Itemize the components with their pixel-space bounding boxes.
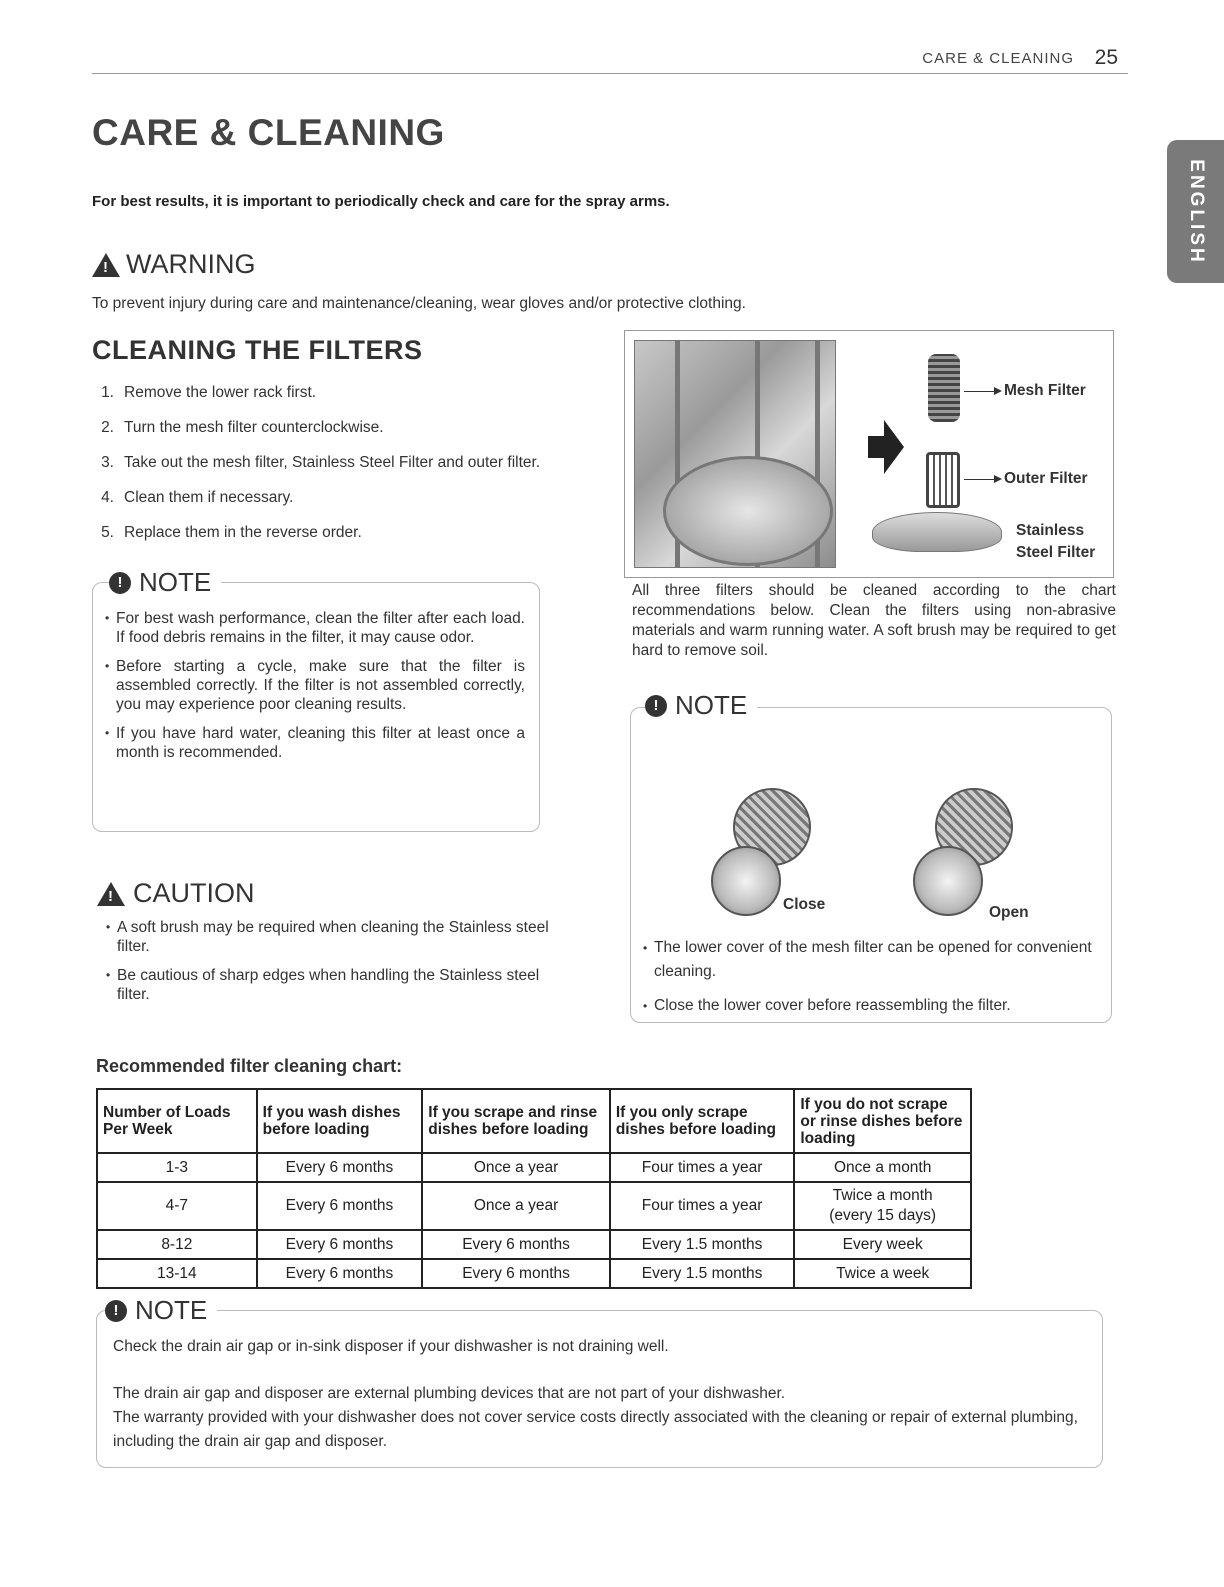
step-item	[100, 384, 600, 419]
steel-filter-label: Stainless Steel Filter	[1016, 522, 1096, 561]
table-row	[97, 1182, 971, 1230]
mesh-cover-note-box	[630, 690, 1112, 1023]
note-title: NOTE	[135, 1295, 208, 1325]
table-cell: Every week	[794, 1230, 971, 1259]
step-number: 1.	[101, 384, 114, 401]
steel-filter-image	[872, 512, 1002, 552]
cleaning-steps-list	[100, 384, 600, 559]
caution-title: CAUTION	[133, 878, 255, 908]
table-cell: Every 6 months	[422, 1230, 610, 1259]
open-label: Open	[989, 904, 1029, 921]
table-row	[97, 1230, 971, 1259]
info-icon: !	[645, 695, 667, 717]
caution-item: • Be cautious of sharp edges when handling the Stainless steel filter.	[106, 966, 568, 1004]
table-cell: 4-7	[97, 1182, 257, 1230]
page-title: CARE & CLEANING	[92, 112, 445, 153]
table-header-row	[97, 1089, 971, 1153]
step-item	[100, 489, 600, 524]
caution-list	[106, 918, 568, 1014]
caution-icon	[97, 882, 125, 906]
table-cell: Every 6 months	[257, 1259, 423, 1288]
mesh-filter-image	[928, 354, 960, 422]
note-title: NOTE	[675, 690, 748, 720]
table-cell: Once a month	[794, 1153, 971, 1182]
table-header: If you wash dishes before loading	[257, 1089, 423, 1153]
table-row	[97, 1259, 971, 1288]
outer-filter-label: Outer Filter	[964, 468, 1088, 490]
note-heading	[105, 1295, 217, 1326]
note-title: NOTE	[139, 567, 212, 597]
note-paragraph: The warranty provided with your dishwasher does not cover service costs directly associated with the cleaning or repair of external plumbing, including the drain air gap and disposer.	[113, 1409, 1078, 1450]
filter-caption: All three filters should be cleaned according to the chart recommendations below. Clean the filters using non-abrasive materials and warm running water. A soft brush may be required to get hard to remove soil.	[632, 582, 1116, 659]
note-list	[643, 936, 1103, 1028]
step-number: 2.	[101, 419, 114, 436]
mesh-filter-label: Mesh Filter	[964, 380, 1086, 402]
note-paragraph: Check the drain air gap or in-sink disposer if your dishwasher is not draining well.	[113, 1338, 669, 1355]
note-heading	[109, 567, 221, 598]
table-cell: 1-3	[97, 1153, 257, 1182]
table-header: If you scrape and rinse dishes before loading	[422, 1089, 610, 1153]
header-divider	[92, 73, 1128, 74]
table-header: If you do not scrape or rinse dishes before loading	[794, 1089, 971, 1153]
table-cell: Every 6 months	[422, 1259, 610, 1288]
step-text: Turn the mesh filter counterclockwise.	[124, 419, 384, 436]
warning-icon	[92, 253, 120, 277]
note-item: • Before starting a cycle, make sure that the filter is assembled correctly. If the filter is not assembled correctly, you may experience poor cleaning results.	[105, 657, 525, 714]
caution-heading	[97, 878, 255, 909]
info-icon: !	[109, 572, 131, 594]
step-item	[100, 419, 600, 454]
mesh-filter-open-image	[913, 788, 1023, 918]
warning-heading	[92, 249, 256, 280]
dishwasher-tub-photo	[634, 340, 836, 568]
language-tab-label: ENGLISH	[1185, 158, 1207, 265]
info-icon: !	[105, 1300, 127, 1322]
table-cell: Four times a year	[610, 1153, 795, 1182]
note-list	[105, 609, 525, 772]
table-cell: Once a year	[422, 1182, 610, 1230]
language-tab	[1167, 140, 1224, 283]
chart-title: Recommended filter cleaning chart:	[96, 1056, 403, 1076]
table-cell: 8-12	[97, 1230, 257, 1259]
drain-note-box	[96, 1295, 1103, 1468]
intro-text: For best results, it is important to periodically check and care for the spray arms.	[92, 193, 670, 210]
note-item: • Close the lower cover before reassembling the filter.	[643, 994, 1103, 1018]
table-cell	[794, 1182, 971, 1230]
table-cell: Twice a week	[794, 1259, 971, 1288]
note-item: • If you have hard water, cleaning this filter at least once a month is recommended.	[105, 724, 525, 762]
step-text: Clean them if necessary.	[124, 489, 294, 506]
page-number: 25	[1094, 46, 1118, 69]
table-cell: Once a year	[422, 1153, 610, 1182]
close-label: Close	[783, 896, 826, 913]
step-item	[100, 454, 600, 489]
note-paragraph: The drain air gap and disposer are external plumbing devices that are not part of your dishwasher.	[113, 1385, 786, 1402]
table-cell: Every 1.5 months	[610, 1259, 795, 1288]
warning-text: To prevent injury during care and maintenance/cleaning, wear gloves and/or protective clothing.	[92, 295, 746, 312]
filter-note-box	[92, 567, 540, 832]
cleaning-filters-title: CLEANING THE FILTERS	[92, 335, 423, 365]
table-row	[97, 1153, 971, 1182]
table-cell: Four times a year	[610, 1182, 795, 1230]
arrow-right-icon	[868, 420, 904, 474]
step-number: 3.	[101, 454, 114, 471]
table-header: Number of Loads Per Week	[97, 1089, 257, 1153]
note-item: • For best wash performance, clean the filter after each load. If food debris remains in the filter, it may cause odor.	[105, 609, 525, 647]
step-item	[100, 524, 600, 559]
warning-title: WARNING	[126, 249, 256, 279]
step-number: 5.	[101, 524, 114, 541]
table-cell-line: Twice a month	[832, 1187, 933, 1204]
note-heading	[645, 690, 757, 721]
table-cell: Every 6 months	[257, 1182, 423, 1230]
table-cell: Every 6 months	[257, 1153, 423, 1182]
step-text: Replace them in the reverse order.	[124, 524, 362, 541]
table-header: If you only scrape dishes before loading	[610, 1089, 795, 1153]
table-cell-line: (every 15 days)	[829, 1207, 937, 1224]
note-item: • The lower cover of the mesh filter can be opened for convenient cleaning.	[643, 936, 1103, 984]
table-cell: 13-14	[97, 1259, 257, 1288]
step-text: Take out the mesh filter, Stainless Steel Filter and outer filter.	[124, 454, 541, 471]
outer-filter-image	[926, 452, 960, 508]
step-text: Remove the lower rack first.	[124, 384, 317, 401]
step-number: 4.	[101, 489, 114, 506]
filter-cleaning-table	[96, 1088, 972, 1289]
note-body	[113, 1335, 1098, 1454]
table-cell: Every 1.5 months	[610, 1230, 795, 1259]
header-section-title: CARE & CLEANING	[922, 50, 1074, 67]
caution-item: • A soft brush may be required when cleaning the Stainless steel filter.	[106, 918, 568, 956]
table-cell: Every 6 months	[257, 1230, 423, 1259]
